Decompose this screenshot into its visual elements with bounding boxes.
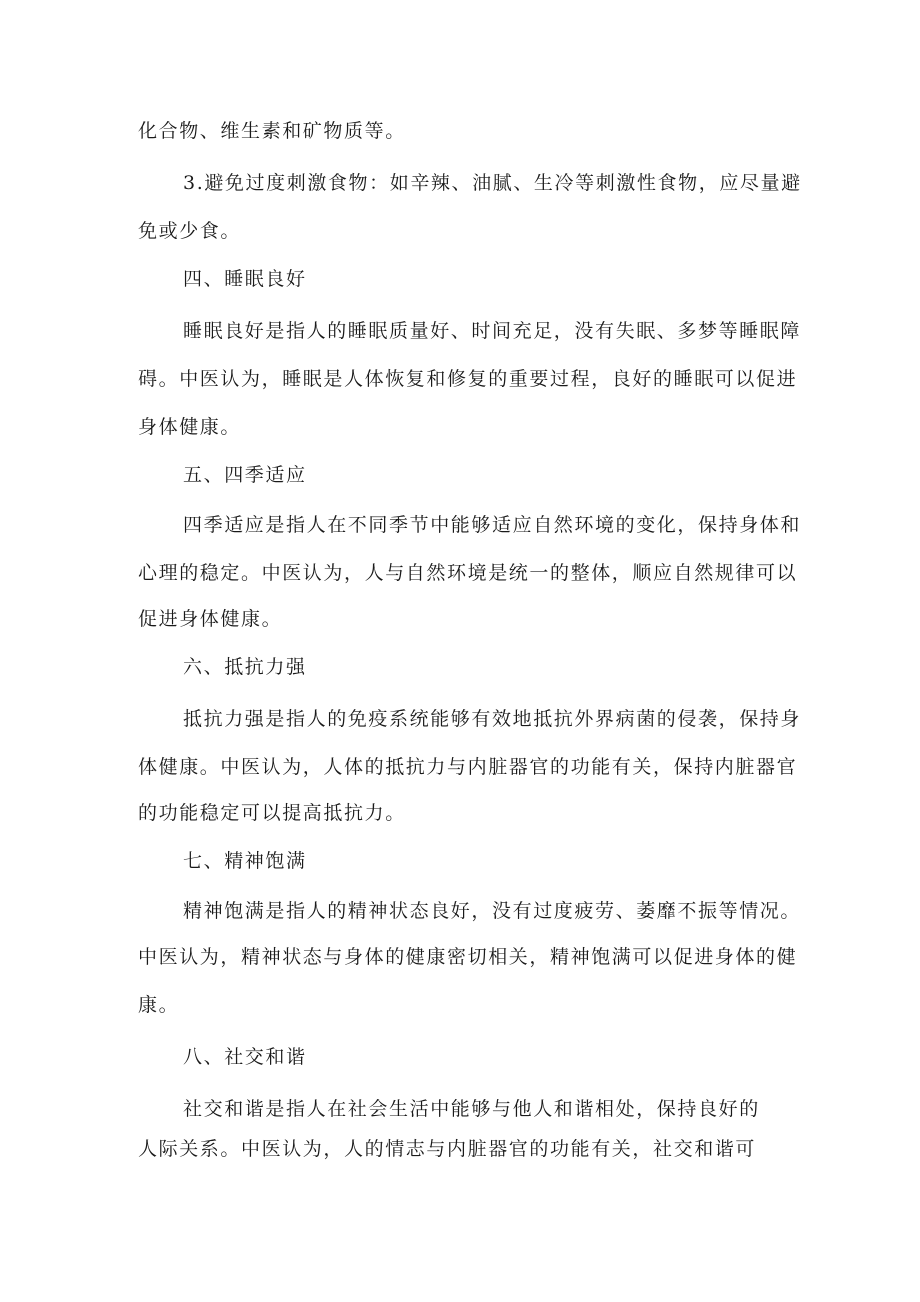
- text-line: 体健康。中医认为，人体的抵抗力与内脏器官的功能有关，保持内脏器官: [138, 756, 798, 778]
- text-line: 睡眠良好是指人的睡眠质量好、时间充足，没有失眠、多梦等睡眠障: [183, 320, 802, 342]
- text-line: 社交和谐是指人在社会生活中能够与他人和谐相处，保持良好的: [183, 1098, 760, 1120]
- text-line: 中医认为，精神状态与身体的健康密切相关，精神饱满可以促进身体的健: [138, 946, 798, 968]
- text-line: 免或少食。: [138, 220, 242, 242]
- section-heading: 八、社交和谐: [183, 1046, 307, 1068]
- section-heading: 五、四季适应: [183, 464, 307, 486]
- section-heading: 六、抵抗力强: [183, 656, 307, 678]
- text-line: 身体健康。: [138, 416, 242, 438]
- text-line: 的功能稳定可以提高抵抗力。: [138, 802, 406, 824]
- text-line: 碍。中医认为，睡眠是人体恢复和修复的重要过程，良好的睡眠可以促进: [138, 368, 798, 390]
- text-line: 人际关系。中医认为，人的情志与内脏器官的功能有关，社交和谐可: [138, 1138, 757, 1160]
- text-line: 心理的稳定。中医认为，人与自然环境是统一的整体，顺应自然规律可以: [138, 562, 798, 584]
- text-line: 3.避免过度刺激食物：如辛辣、油腻、生冷等刺激性食物，应尽量避: [183, 172, 802, 194]
- text-line: 精神饱满是指人的精神状态良好，没有过度疲劳、萎靡不振等情况。: [183, 900, 802, 922]
- text-line: 促进身体健康。: [138, 608, 283, 630]
- text-line: 化合物、维生素和矿物质等。: [138, 120, 406, 142]
- section-heading: 四、睡眠良好: [183, 268, 307, 290]
- text-line: 康。: [138, 994, 180, 1016]
- section-heading: 七、精神饱满: [183, 850, 307, 872]
- text-line: 抵抗力强是指人的免疫系统能够有效地抵抗外界病菌的侵袭，保持身: [183, 708, 802, 730]
- text-line: 四季适应是指人在不同季节中能够适应自然环境的变化，保持身体和: [183, 514, 802, 536]
